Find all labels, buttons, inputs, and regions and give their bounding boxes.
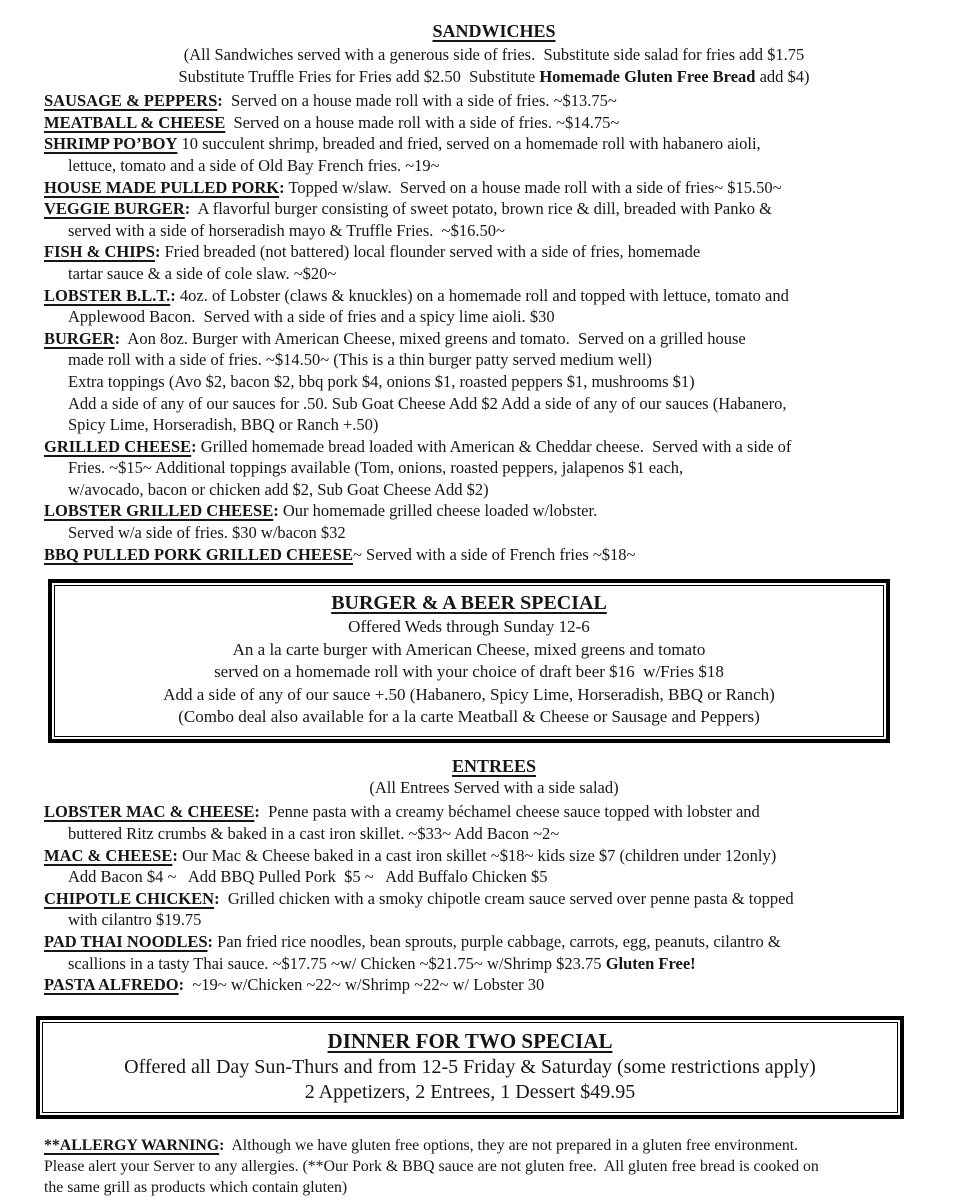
- sandwiches-list: [44, 90, 944, 565]
- menu-item-first-line: PAD THAI NOODLES: Pan fried rice noodles, bean sprouts, purple cabbage, carrots, egg, peanuts, cilantro &: [44, 931, 781, 951]
- menu-item-title: HOUSE MADE PULLED PORK: [44, 177, 280, 197]
- menu-item: [44, 888, 944, 931]
- menu-item-title-separator: :: [254, 802, 260, 822]
- menu-item: [44, 931, 944, 974]
- sandwiches-intro-line2-pre: Substitute Truffle Fries for Fries add $2.50 Substitute: [178, 66, 540, 86]
- menu-item-title: LOBSTER B.L.T.: [44, 285, 171, 305]
- menu-item-title-separator: :: [214, 888, 220, 908]
- menu-item-title: BBQ PULLED PORK GRILLED CHEESE: [44, 544, 353, 564]
- menu-item-first-line: SHRIMP PO’BOY 10 succulent shrimp, breaded and fried, served on a homemade roll with habanero aioli,: [44, 134, 761, 154]
- menu-item-continuation-line: Add a side of any of our sauces for .50. Sub Goat Cheese Add $2 Add a side of any of our sauces (Habanero,: [68, 393, 787, 413]
- menu-item: [44, 544, 944, 566]
- menu-item-first-line: LOBSTER MAC & CHEESE: Penne pasta with a creamy béchamel cheese sauce topped with lobster and: [44, 802, 760, 822]
- menu-item-title-separator: :: [217, 91, 223, 111]
- menu-item: [44, 177, 944, 199]
- menu-item-title: PAD THAI NOODLES: [44, 931, 208, 951]
- menu-item-first-line: GRILLED CHEESE: Grilled homemade bread loaded with American & Cheddar cheese. Served with a side of: [44, 436, 792, 456]
- menu-item-first-line: LOBSTER GRILLED CHEESE: Our homemade grilled cheese loaded w/lobster.: [44, 501, 598, 521]
- burger-beer-special-box: [48, 579, 890, 743]
- menu-item-continuation-line: Spicy Lime, Horseradish, BBQ or Ranch +.50): [68, 415, 379, 435]
- sandwiches-intro-line1: (All Sandwiches served with a generous side of fries. Substitute side salad for fries add $1.75: [183, 45, 805, 64]
- menu-item-first-line: HOUSE MADE PULLED PORK: Topped w/slaw. Served on a house made roll with a side of fries~ $15.50~: [44, 177, 782, 197]
- menu-item-first-line: FISH & CHIPS: Fried breaded (not battered) local flounder served with a side of fries, homemade: [44, 242, 701, 262]
- menu-item: [44, 974, 944, 996]
- menu-item-continuation-line: tartar sauce & a side of cole slaw. ~$20~: [68, 263, 337, 283]
- menu-item-continuation-line: served with a side of horseradish mayo & Truffle Fries. ~$16.50~: [68, 220, 505, 240]
- burger-beer-special-heading: BURGER & A BEER SPECIAL: [331, 592, 607, 615]
- menu-item-first-line: VEGGIE BURGER: A flavorful burger consisting of sweet potato, brown rice & dill, breaded with Panko &: [44, 199, 772, 219]
- menu-item: [44, 801, 944, 844]
- allergy-warning-line1: Although we have gluten free options, they are not prepared in a gluten free environment.: [224, 1136, 799, 1154]
- entrees-subtitle: (All Entrees Served with a side salad): [369, 777, 619, 797]
- sandwiches-heading: SANDWICHES: [432, 21, 556, 41]
- menu-item-title: LOBSTER GRILLED CHEESE: [44, 501, 274, 521]
- menu-item-first-line: CHIPOTLE CHICKEN: Grilled chicken with a smoky chipotle cream sauce served over penne pasta & topped: [44, 888, 794, 908]
- menu-item: [44, 328, 944, 436]
- menu-item-title-separator: :: [207, 931, 214, 951]
- special-box-line: Offered all Day Sun-Thurs and from 12-5 Friday & Saturday (some restrictions apply): [124, 1055, 816, 1078]
- menu-item-title-separator: :: [184, 199, 191, 219]
- menu-item: [44, 133, 944, 176]
- menu-item-title: PASTA ALFREDO: [44, 975, 179, 995]
- menu-item-title-separator: :: [279, 177, 285, 197]
- menu-item-first-line: SAUSAGE & PEPPERS: Served on a house made roll with a side of fries. ~$13.75~: [44, 91, 617, 111]
- menu-item: [44, 436, 944, 501]
- menu-item-first-line: PASTA ALFREDO: ~19~ w/Chicken ~22~ w/Shrimp ~22~ w/ Lobster 30: [44, 975, 545, 995]
- menu-item-continuation-line: scallions in a tasty Thai sauce. ~$17.75 ~w/ Chicken ~$21.75~ w/Shrimp $23.75 Gluten Free!: [68, 953, 696, 973]
- menu-item-title: FISH & CHIPS: [44, 242, 155, 262]
- special-box-line: An a la carte burger with American Cheese, mixed greens and tomato: [232, 639, 706, 659]
- dinner-for-two-heading: DINNER FOR TWO SPECIAL: [327, 1028, 613, 1053]
- menu-item-continuation-line: buttered Ritz crumbs & baked in a cast iron skillet. ~$33~ Add Bacon ~2~: [68, 823, 560, 843]
- menu-item-title: BURGER: [44, 328, 115, 348]
- menu-item: [44, 198, 944, 241]
- menu-item: [44, 112, 944, 134]
- allergy-warning-colon: :: [219, 1136, 225, 1154]
- allergy-warning: [44, 1135, 944, 1198]
- menu-item-title-separator: :: [273, 501, 279, 521]
- menu-item-continuation-line: lettuce, tomato and a side of Old Bay French fries. ~19~: [68, 155, 440, 175]
- menu-item-title-separator: :: [172, 845, 178, 865]
- menu-item-continuation-line: Applewood Bacon. Served with a side of fries and a spicy lime aioli. $30: [68, 307, 555, 327]
- menu-item-title-separator: :: [170, 285, 176, 305]
- dinner-for-two-lines: [50, 1055, 890, 1105]
- menu-item-continuation-line: made roll with a side of fries. ~$14.50~ (This is a thin burger patty served medium well): [68, 350, 652, 370]
- sandwiches-intro-line2-post: add $4): [755, 66, 810, 86]
- menu-item-first-line: MAC & CHEESE: Our Mac & Cheese baked in a cast iron skillet ~$18~ kids size $7 (children under 12only): [44, 845, 777, 865]
- entrees-heading: ENTREES: [451, 755, 537, 776]
- allergy-warning-line2: Please alert your Server to any allergies. (**Our Pork & BBQ sauce are not gluten free. All gluten free bread is cooked on: [44, 1157, 819, 1175]
- menu-item-continuation-line: w/avocado, bacon or chicken add $2, Sub Goat Cheese Add $2): [68, 479, 489, 499]
- menu-item-first-line: MEATBALL & CHEESE Served on a house made roll with a side of fries. ~$14.75~: [44, 112, 620, 132]
- special-box-line: served on a homemade roll with your choice of draft beer $16 w/Fries $18: [214, 662, 724, 682]
- allergy-warning-title: **ALLERGY WARNING: [44, 1136, 220, 1154]
- menu-item: [44, 90, 944, 112]
- menu-item: [44, 845, 944, 888]
- menu-item-title: MEATBALL & CHEESE: [44, 112, 226, 132]
- menu-item-first-line: LOBSTER B.L.T.: 4oz. of Lobster (claws & knuckles) on a homemade roll and topped with lettuce, tomato and: [44, 285, 789, 305]
- menu-item-title-separator: :: [114, 328, 121, 348]
- burger-beer-special-lines: [62, 616, 876, 729]
- menu-item-continuation-line: Served w/a side of fries. $30 w/bacon $32: [68, 523, 346, 543]
- menu-item-continuation-line: Add Bacon $4 ~ Add BBQ Pulled Pork $5 ~ Add Buffalo Chicken $5: [68, 867, 548, 887]
- menu-item-first-line: BURGER: Aon 8oz. Burger with American Cheese, mixed greens and tomato. Served on a grilled house: [44, 328, 746, 348]
- menu-item-title-separator: :: [154, 242, 161, 262]
- menu-item-first-line: BBQ PULLED PORK GRILLED CHEESE~ Served with a side of French fries ~$18~: [44, 544, 636, 564]
- menu-item-title: GRILLED CHEESE: [44, 436, 192, 456]
- allergy-warning-line3: the same grill as products which contain gluten): [44, 1178, 348, 1196]
- menu-item: [44, 500, 944, 543]
- menu-item-continuation-line: Fries. ~$15~ Additional toppings available (Tom, onions, roasted peppers, jalapenos $1 each,: [68, 458, 684, 478]
- special-box-line: 2 Appetizers, 2 Entrees, 1 Dessert $49.95: [304, 1080, 636, 1103]
- dinner-for-two-special-box: [36, 1016, 904, 1119]
- menu-item-title: CHIPOTLE CHICKEN: [44, 888, 215, 908]
- sandwiches-intro-line2-bold: Homemade Gluten Free Bread: [539, 66, 756, 86]
- menu-item-title: SAUSAGE & PEPPERS: [44, 91, 218, 111]
- menu-item-title-separator: :: [178, 975, 185, 995]
- special-box-line: (Combo deal also available for a la carte Meatball & Cheese or Sausage and Peppers): [178, 707, 760, 727]
- menu-item-title: SHRIMP PO’BOY: [44, 134, 178, 154]
- entrees-list: [44, 801, 944, 995]
- menu-item-title: MAC & CHEESE: [44, 845, 173, 865]
- menu-item-title: VEGGIE BURGER: [44, 199, 185, 219]
- menu-item-title-separator: :: [191, 436, 197, 456]
- menu-item: [44, 285, 944, 328]
- menu-item-continuation-line: with cilantro $19.75: [68, 910, 202, 930]
- menu-item-title: LOBSTER MAC & CHEESE: [44, 802, 255, 822]
- menu-item: [44, 241, 944, 284]
- special-box-line: Offered Weds through Sunday 12-6: [348, 617, 590, 637]
- menu-item-continuation-line: Extra toppings (Avo $2, bacon $2, bbq pork $4, onions $1, roasted peppers $1, mushrooms $1): [68, 371, 695, 391]
- special-box-line: Add a side of any of our sauce +.50 (Habanero, Spicy Lime, Horseradish, BBQ or Ranch): [163, 684, 775, 704]
- menu-item-bold-note: Gluten Free!: [605, 953, 696, 973]
- sandwiches-intro: [44, 44, 944, 87]
